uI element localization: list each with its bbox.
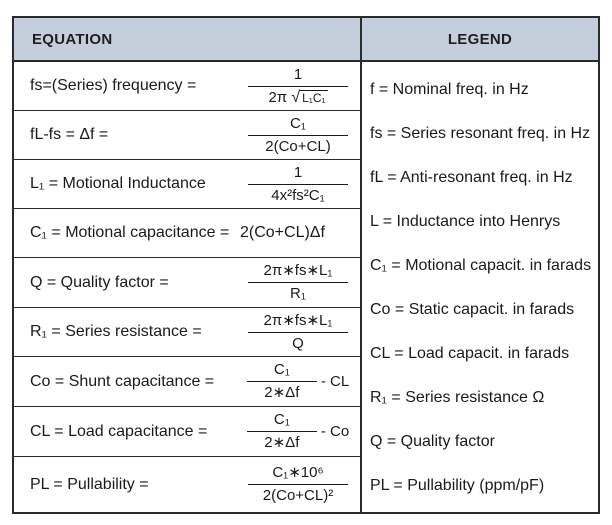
fraction-numerator: C₁ [290,114,306,132]
legend-item: L = Inductance into Henrys [370,213,561,230]
equation-row-shunt-capacitance [14,357,360,407]
legend-item: fL = Anti-resonant freq. in Hz [370,169,573,186]
equation-expression [240,457,356,512]
fraction-denominator: 2(Co+CL) [265,137,331,155]
equation-row-quality-factor [14,258,360,308]
fraction-numerator: C₁ [273,411,290,428]
fraction-denominator: Q [292,334,304,352]
legend-item: PL = Pullability (ppm/pF) [370,477,545,494]
equation-label: fL-fs = Δf = [30,126,109,143]
expression-suffix: - Co [320,423,350,440]
equation-label: L₁ = Motional Inductance [30,175,206,192]
equation-row-pullability [14,457,360,512]
legend-item: C₁ = Motional capacit. in farads [370,257,592,274]
legend-item: R₁ = Series resistance Ω [370,389,545,406]
equation-expression [240,407,356,456]
legend-item: Co = Static capacit. in farads [370,301,575,318]
fraction-denominator [262,87,333,107]
equation-label: C₁ = Motional capacitance = [30,224,230,241]
fraction-denominator: 2(Co+CL)² [262,487,334,504]
equation-expression [240,308,356,356]
equation-label: PL = Pullability = [30,475,149,493]
equation-row-delta-f [14,111,360,160]
fraction-numerator: C₁ [273,361,290,378]
fraction-numerator: 1 [293,65,303,83]
equation-row-motional-inductance [14,160,360,209]
fraction-denominator: R₁ [290,285,306,302]
fraction-numerator: 2π∗fs∗L₁ [263,311,333,329]
equation-table [12,16,600,514]
expression-suffix: - CL [320,373,350,390]
den-prefix: 2π [268,88,288,106]
equation-row-series-frequency [14,62,360,111]
fraction-numerator: 2π∗fs∗L₁ [263,262,333,279]
root-content: L₁C₁ [302,90,326,105]
legend-item: Q = Quality factor [370,433,495,450]
fraction-numerator: 1 [293,163,303,181]
fraction-numerator: C₁∗10⁶ [272,464,324,481]
equation-row-motional-capacitance [14,209,360,258]
legend-item: fs = Series resonant freq. in Hz [370,125,591,142]
sqrt-icon: √ [291,88,301,106]
legend-item: CL = Load capacit. in farads [370,345,570,362]
equation-header: EQUATION [14,18,360,62]
equation-expression [240,258,356,307]
equation-expression [240,160,356,208]
fraction-denominator: 2∗Δf [264,434,300,451]
legend-item: f = Nominal freq. in Hz [370,81,529,98]
legend-header: LEGEND [360,18,598,62]
equation-expression [240,357,356,406]
equation-row-series-resistance [14,308,360,357]
equation-row-load-capacitance [14,407,360,457]
fraction-denominator: 2∗Δf [264,384,300,401]
fraction-denominator: 4x²fs²C₁ [271,186,325,204]
equation-label: Co = Shunt capacitance = [30,372,215,390]
equation-expression: 2(Co+CL)Δf [240,224,325,241]
equation-label: CL = Load capacitance = [30,422,208,440]
equation-label: fs=(Series) frequency = [30,77,197,94]
equation-label: Q = Quality factor = [30,273,169,291]
equation-expression [240,111,356,159]
equation-label: R₁ = Series resistance = [30,323,202,340]
equation-expression [240,62,356,110]
